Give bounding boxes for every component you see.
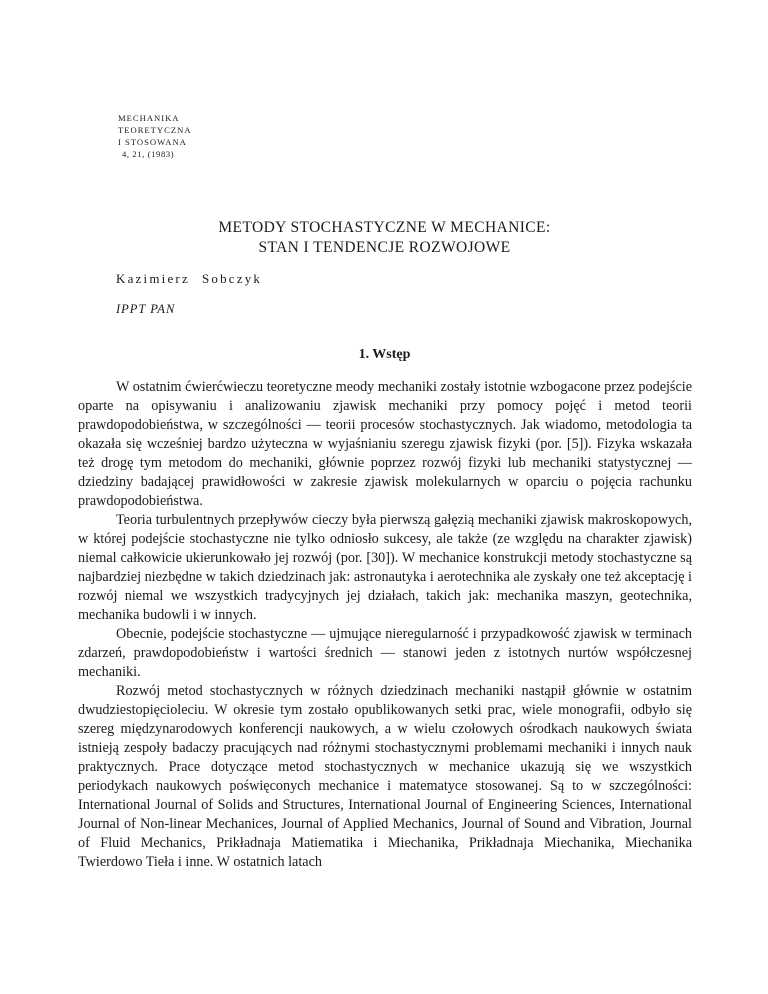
journal-issue: 4, 21, (1983) bbox=[122, 149, 175, 159]
journal-name-line-2: TEORETYCZNA bbox=[118, 125, 192, 135]
author-affiliation: IPPT PAN bbox=[116, 302, 176, 316]
paragraph: W ostatnim ćwierćwieczu teoretyczne meody mechaniki zostały istotnie wzbogacone przez podejście oparte na opisywaniu i analizowaniu zjawisk mechaniki przy pomocy pojęć i metod teorii prawdopodobieństwa, w szczególności — teorii procesów stochastycznych. Jak wiadomo, metodologia ta okazała się wcześniej bardzo użyteczna w wyjaśnianiu szeregu zjawisk fizyki (por. [5]). Fizyka wskazała też drogę tym metodom do mechaniki, głównie poprzez rozwój fizyki lub mechaniki statystycznej — dziedziny badającej prawidłowości w zakresie zjawisk molekularnych w oparciu o pojęcia rachunku prawdopodobieństwa. bbox=[78, 379, 692, 509]
paper-title-line-1: METODY STOCHASTYCZNE W MECHANICE: bbox=[218, 219, 551, 236]
paper-title bbox=[118, 218, 651, 258]
author bbox=[116, 271, 262, 287]
journal-name-line-3: I STOSOWANA bbox=[118, 137, 187, 147]
author-first-name: Kazimierz bbox=[116, 271, 190, 286]
section-heading: 1. Wstęp bbox=[358, 347, 411, 362]
paragraph: Obecnie, podejście stochastyczne — ujmujące nieregularność i przypadkowość zjawisk w terminach zdarzeń, prawdopodobieństw i wartości średnich — stanowi jeden z istotnych nurtów współczesnej mechaniki. bbox=[78, 626, 692, 680]
author-surname: Sobczyk bbox=[201, 271, 263, 286]
paper-title-line-2: STAN I TENDENCJE ROZWOJOWE bbox=[258, 239, 511, 256]
journal-header bbox=[118, 112, 192, 160]
body-text bbox=[78, 378, 692, 872]
paragraph: Rozwój metod stochastycznych w różnych dziedzinach mechaniki nastąpił głównie w ostatnim dwudziestopięcioleciu. W okresie tym zostało opublikowanych setki prac, wiele monografii, odbyło się szereg międzynarodowych konferencji naukowych, a w wielu czołowych ośrodkach naukowych świata istnieją zespoły badaczy pracujących nad różnymi stochastycznymi problemami mechaniki i innych nauk praktycznych. Prace dotyczące metod stochastycznych w mechanice ukazują się we wszystkich periodykach naukowych poświęconych mechanice i matematyce stosowanej. Są to w szczególności: International Journal of Solids and Structures, International Journal of Engineering Sciences, International Journal of Non-linear Mechanices, Journal of Applied Mechanics, Journal of Sound and Vibration, Journal of Fluid Mechanics, Prikładnaja Matiematika i Miechanika, Prikładnaja Miechanika, Miechanika Twierdowo Tieła i inne. W ostatnich latach bbox=[78, 683, 692, 870]
paragraph: Teoria turbulentnych przepływów cieczy była pierwszą gałęzią mechaniki zjawisk makroskopowych, w której podejście stochastyczne nie tylko odniosło sukcesy, ale także (ze względu na charakter zjawisk) niemal całkowicie ukierunkowało jej rozwój (por. [30]). W mechanice konstrukcji metody stochastyczne są najbardziej niezbędne w takich dziedzinach jak: astronautyka i aerotechnika ale zyskały one też akceptację i rozwój niemal we wszystkich tradycyjnych jej działach, takich jak: mechanika maszyn, geotechnika, mechanika budowli i w innych. bbox=[78, 512, 692, 623]
journal-name-line-1: MECHANIKA bbox=[118, 113, 180, 123]
